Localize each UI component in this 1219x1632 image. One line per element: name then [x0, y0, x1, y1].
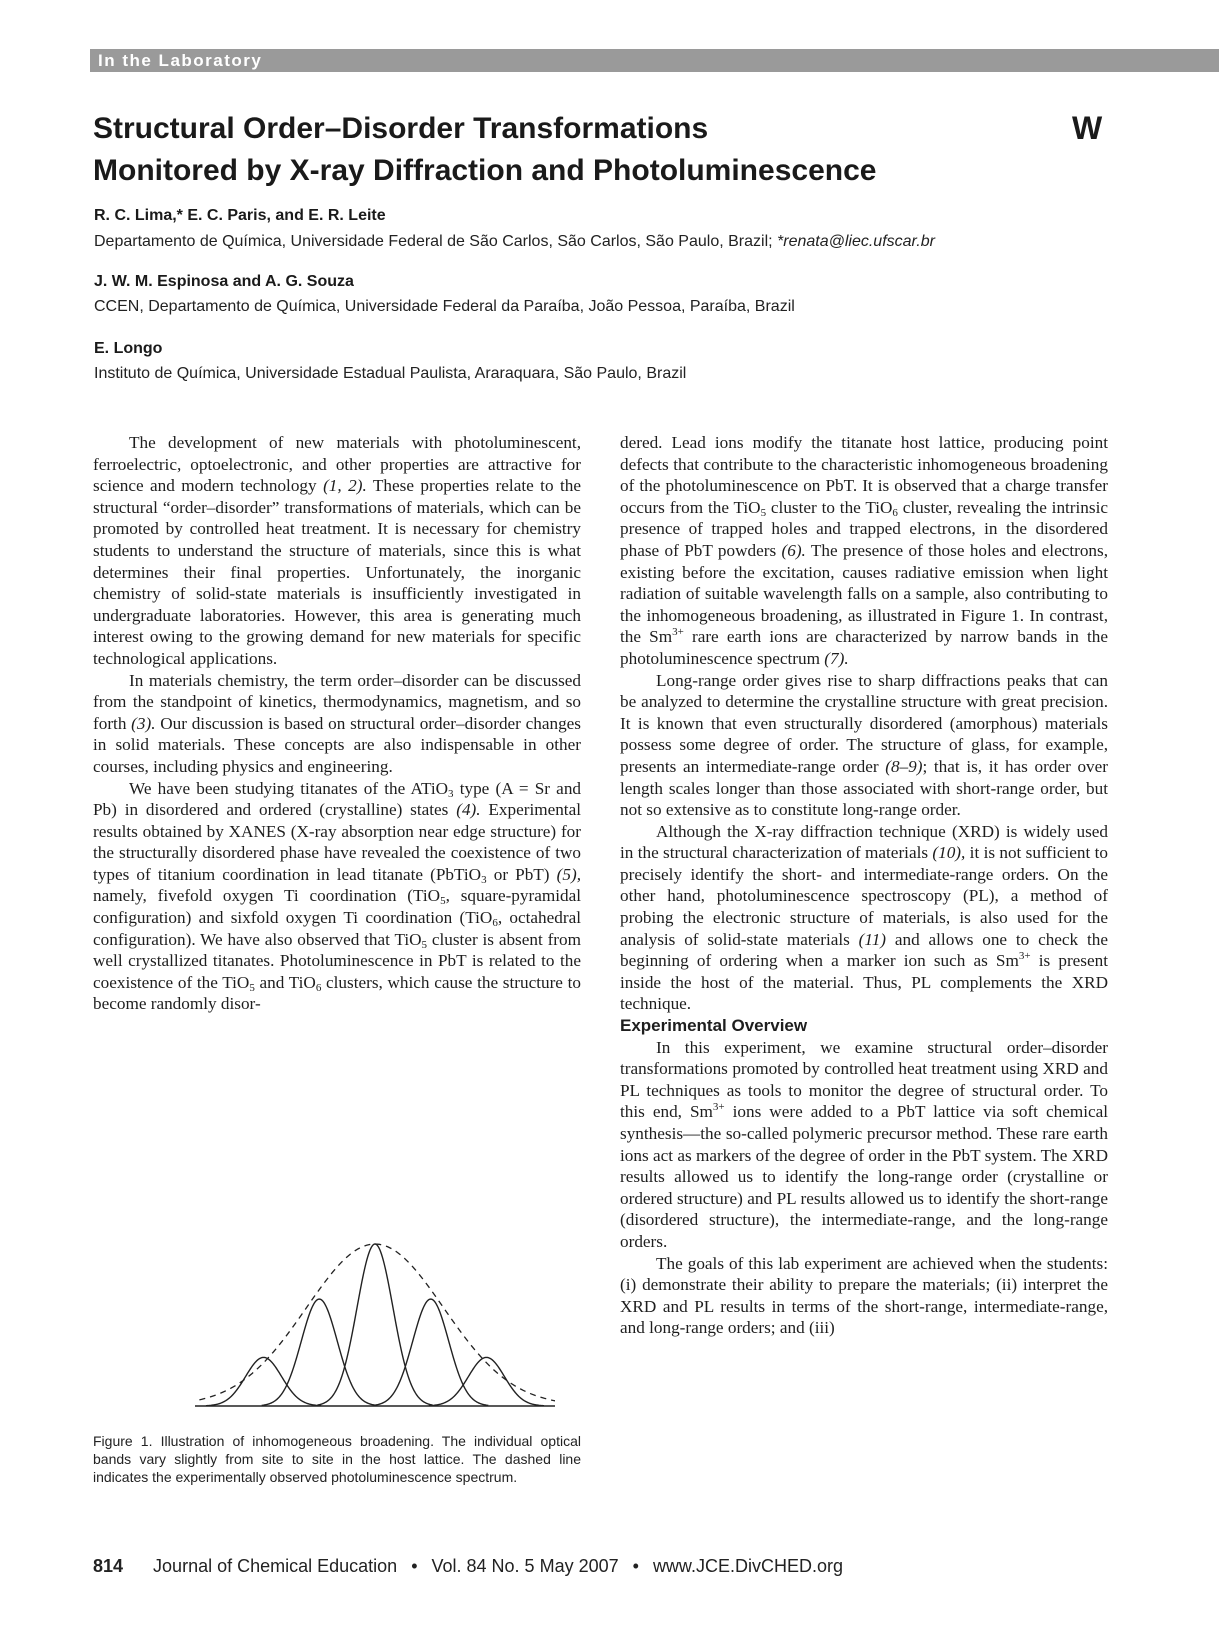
paragraph: The development of new materials with photoluminescent, ferroelectric, optoelectronic, and other properties are attractive for science and modern technology (1, 2). These properties relate to the structural “order–disorder” transformations of materials, which can be promoted by controlled heat treatment. It is necessary for chemistry students to understand the structure of materials, since this is what determines their final properties. Unfortunately, the inorganic chemistry of solid-state materials is insufficiently investigated in undergraduate laboratories. However, this area is generating much interest owing to the growing demand for new materials for specific technological applications.	[93, 433, 582, 668]
section-header-bar	[90, 49, 1219, 72]
author-group-1: R. C. Lima,* E. C. Paris, and E. R. Leite	[94, 207, 386, 224]
paragraph: The goals of this lab experiment are achieved when the students: (i) demonstrate their ability to prepare the materials; (ii) interpret the XRD and PL results in terms of the short-range, intermediate-range, and long-range orders; and (iii)	[620, 1253, 1108, 1338]
affiliation-3: Instituto de Química, Universidade Estadual Paulista, Araraquara, São Paulo, Brazil	[94, 365, 687, 382]
page-footer	[93, 1556, 843, 1577]
body-column-left	[93, 432, 581, 1015]
citation: (3).	[131, 713, 156, 733]
paragraph: dered. Lead ions modify the titanate host lattice, producing point defects that contribute to the characteristic inhomogeneous broadening of the photoluminescence on PbT. It is observed that a charge transfer occurs from the TiO$_5$ cluster to the TiO$_6$ cluster, revealing the intrinsic presence of trapped holes and trapped electrons, in the disordered phase of PbT powders (6). The presence of those holes and electrons, existing before the excitation, causes radiative emission when light radiation of suitable wavelength falls on a sample, also contributing to the inhomogeneous broadening, as illustrated in Figure 1. In contrast, the $Sm^{3+}$ rare earth ions are characterized by narrow bands in the photoluminescence spectrum (7).	[620, 433, 1108, 668]
optical-band-2	[262, 1299, 377, 1405]
citation: (1, 2).	[323, 476, 367, 496]
web-supplement-mark: W	[1072, 110, 1103, 146]
author-email-link[interactable]: *renata@liec.ufscar.br	[777, 233, 935, 250]
title-line-1: Structural Order–Disorder Transformations	[93, 112, 709, 145]
citation: (10),	[932, 843, 966, 863]
body-column-right	[620, 432, 1108, 1339]
paragraph: We have been studying titanates of the ATiO$_3$ type (A = Sr and Pb) in disordered and ordered (crystalline) states (4). Experimental results obtained by XANES (X-ray absorption near edge structure) for the structurally disordered phase have revealed the coexistence of two types of titanium coordination in lead titanate (PbTiO$_3$ or PbT) (5), namely, fivefold oxygen Ti coordination (TiO$_5$, square-pyramidal configuration) and sixfold oxygen Ti coordination (TiO$_6$, octahedral configuration). We have also observed that TiO$_5$ cluster is absent from well crystallized titanates. Photoluminescence in PbT is related to the coexistence of the TiO$_5$ and TiO$_6$ clusters, which cause the structure to become randomly disor-	[93, 778, 582, 1014]
paragraph: Long-range order gives rise to sharp diffractions peaks that can be analyzed to determine the crystalline structure with great precision. It is known that even structurally disordered (amorphous) materials possess some degree of order. The structure of glass, for example, presents an intermediate-range order (8–9); that is, it has order over length scales longer than those associated with short-range order, but not so extensive as to constitute long-range order.	[620, 670, 1108, 820]
section-heading: Experimental Overview	[620, 1016, 808, 1036]
author-group-3: E. Longo	[94, 340, 163, 357]
volume-info: Vol. 84 No. 5 May 2007	[431, 1556, 619, 1576]
citation: (6).	[781, 540, 806, 560]
paragraph: In this experiment, we examine structural order–disorder transformations promoted by controlled heat treatment using XRD and PL techniques as tools to monitor the degree of structural order. To this end, $Sm^{3+}$ ions were added to a PbT lattice via soft chemical synthesis—the so-called polymeric precursor method. These rare earth ions act as markers of the degree of order in the PbT system. The XRD results allowed us to identify the long-range order (crystalline or ordered structure) and PL results allowed us to identify the short-range (disordered structure), the intermediate-range, and the long-range orders.	[620, 1037, 1108, 1251]
observed-envelope-dashed	[195, 1244, 555, 1406]
optical-band-3	[317, 1244, 432, 1405]
article-title	[93, 108, 1073, 192]
citation: (5),	[556, 864, 581, 884]
optical-band-1	[206, 1357, 321, 1405]
paragraph: Although the X-ray diffraction technique (XRD) is widely used in the structural characterization of materials (10), it is not sufficient to precisely identify the short- and intermediate-range orders. On the other hand, photoluminescence spectroscopy (PL), a method of probing the electronic structure of materials, is also used for the analysis of solid-state materials (11) and allows one to check the beginning of ordering when a marker ion such as $Sm^{3+}$ is present inside the host of the material. Thus, PL complements the XRD technique.	[620, 821, 1108, 1014]
figure-caption: Figure 1. Illustration of inhomogeneous broadening. The individual optical bands vary slightly from site to site in the host lattice. The dashed line indicates the experimentally observed photoluminescence spectrum.	[93, 1433, 581, 1485]
optical-band-5	[429, 1357, 544, 1405]
affiliation-1	[94, 233, 935, 251]
optical-band-4	[373, 1299, 488, 1405]
section-label: In the Laboratory	[98, 51, 263, 70]
citation: (7).	[824, 648, 849, 668]
author-group-2: J. W. M. Espinosa and A. G. Souza	[94, 273, 354, 290]
page-number: 814	[93, 1556, 124, 1576]
figure-1-illustration	[195, 1236, 555, 1416]
separator-dot: •	[411, 1556, 418, 1576]
journal-name: Journal of Chemical Education	[153, 1556, 398, 1576]
affiliation-2: CCEN, Departamento de Química, Universidade Federal da Paraíba, João Pessoa, Paraíba, Brazil	[94, 298, 795, 315]
journal-website-link[interactable]: www.JCE.DivCHED.org	[652, 1556, 843, 1576]
title-line-2: Monitored by X-ray Diffraction and Photoluminescence	[93, 154, 877, 187]
paragraph: In materials chemistry, the term order–disorder can be discussed from the standpoint of kinetics, thermodynamics, magnetism, and so forth (3). Our discussion is based on structural order–disorder changes in solid materials. These concepts are also indispensable in other courses, including physics and engineering.	[93, 670, 581, 776]
citation: (11)	[858, 929, 887, 949]
citation: (4).	[456, 800, 481, 820]
citation: (8–9)	[885, 756, 923, 776]
separator-dot: •	[632, 1556, 639, 1576]
affiliation-1-text: Departamento de Química, Universidade Federal de São Carlos, São Carlos, São Paulo, Brazil;	[94, 233, 778, 250]
